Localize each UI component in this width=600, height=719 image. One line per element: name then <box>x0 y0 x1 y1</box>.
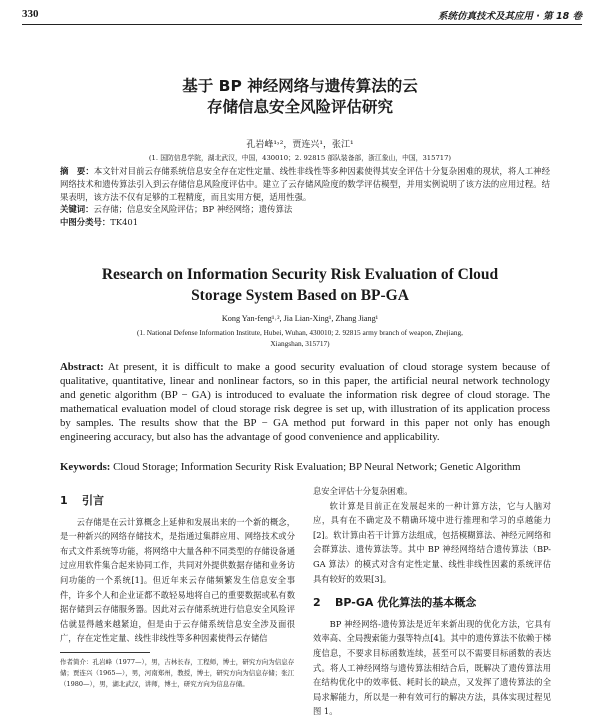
chinese-keywords-text: 云存储；信息安全风险评估；BP 神经网络；遗传算法 <box>93 204 293 215</box>
right-column <box>313 484 551 719</box>
english-abstract-text: At present, it is difficult to make a good security evaluation of cloud storage system because of qualitative, quantitative, linear and nonlinear factors, so in this paper, the artificial neural network technology and genetic algorithm (BP − GA) is introduced to evaluate the information risk degree of cloud storage. The mathematical evaluation model of cloud storage risk degree is set up, with illustration of its application process by samples. The results show that the BP − GA method put forward in this paper not only has enough engineering accuracy, but also has the advantage of good convenience and applicability. <box>60 361 550 444</box>
english-abstract-label: Abstract: <box>60 361 104 373</box>
english-keywords <box>60 460 555 474</box>
classification-text: TK401 <box>110 217 139 228</box>
chinese-affiliation: (1. 国防信息学院，湖北武汉，中国，430010；2. 92815 部队装备部，浙江象山，中国，315717) <box>148 154 452 162</box>
chinese-authors: 孔岩峰¹˒²，贾连兴¹，张江¹ <box>246 140 354 150</box>
section-2-title: BP-GA 优化算法的基本概念 <box>335 596 477 610</box>
classification-number <box>60 216 550 229</box>
chinese-keywords-label: 关键词： <box>60 204 94 215</box>
header-rule <box>22 24 582 25</box>
chinese-abstract-text: 本文针对目前云存储系统信息安全存在定性定量、线性非线性等多种因素使得其安全评估十分复杂困难的现状，将人工神经网络技术和遗传算法引入到云存储信息风险度评估中。建立了云存储风险度的数学评估模型，并用实例说明了该方法的应用过程。结果表明，该方法不仅有足够的工程精度，而且实用方便，适用性强。 <box>60 166 551 202</box>
author-footnote: 作者简介：孔岩峰（1977—），男，吉林长春，工程师，博士，研究方向为信息存储；贾连兴（1965—），男，河南郑州，教授，博士，研究方向为信息存储；张江（1980—），男，湖北武汉，讲师，博士，研究方向为信息存储。 <box>60 658 295 688</box>
journal-name: 系统仿真技术及其应用 · 第 18 卷 <box>437 11 582 22</box>
english-keywords-text: Cloud Storage; Information Security Risk Evaluation; BP Neural Network; Genetic Algorithm <box>110 461 521 473</box>
english-affiliation: (1. National Defense Information Institute, Hubei, Wuhan, 430010; 2. 92815 army branch of weapon, Zhejiang, Xiangshan, 315717) <box>136 328 464 348</box>
chinese-keywords <box>60 203 550 216</box>
bp-ga-paragraph: BP 神经网络-遗传算法是近年来新出现的优化方法，它具有效率高、全局搜索能力强等特点[4]。其中的遗传算法不依赖于梯度信息，不要求目标函数连续，甚至可以不需要目标函数的表达式。将人工神经网络与遗传算法相结合后，既解决了遗传算法用在结构优化中的效率低、耗时长的缺点，又发挥了遗传算法的全局求解能力，所以是一种有效可行的解决方法，具体实现过程见图 1。 <box>313 618 551 717</box>
section-1-title: 引言 <box>82 494 104 507</box>
english-title-line-2: Storage System Based on BP-GA <box>191 287 409 304</box>
running-head <box>22 8 582 24</box>
chinese-title-line-2: 存储信息安全风险评估研究 <box>206 98 393 116</box>
chinese-abstract-label: 摘 要： <box>60 166 94 176</box>
section-2-heading <box>313 596 551 611</box>
section-1-number: 1 <box>60 494 68 507</box>
english-keywords-label: Keywords: <box>60 461 111 473</box>
section-1-heading <box>60 494 295 509</box>
english-authors: Kong Yan-feng¹˒², Jia Lian-Xing¹, Zhang Jiang¹ <box>221 314 379 323</box>
right-column-continuation: 息安全评估十分复杂困难。 <box>313 486 413 496</box>
section-2-number: 2 <box>313 596 321 610</box>
page-number: 330 <box>22 8 39 20</box>
chinese-title <box>0 76 600 118</box>
classification-label: 中图分类号： <box>60 217 111 228</box>
introduction-paragraph: 云存储是在云计算概念上延伸和发展出来的一个新的概念，是一种新兴的网络存储技术，是指通过集群应用、网络技术或分布式文件系统等功能，将网络中大量各种不同类型的存储设备通过应用软件集合起来协同工作，共同对外提供数据存储和业务访问功能的一个系统[1]。但近年来云存储频繁发生信息安全事件，许多个人和企业证都不敢轻易地将自己的重要数据或私有数据存储到云存储服务器。因此对云存储系统进行信息安全风险评估就显得越来越紧迫，但是由于云存储系统信息安全涉及面很广，存在定性定量、线性非线性等多种因素使得云存储信 <box>60 516 295 644</box>
left-column <box>60 484 295 646</box>
english-title <box>0 264 600 306</box>
soft-computing-paragraph: 软计算是目前正在发展起来的一种计算方法，它与人脑对应，具有在不确定及不精确环境中进行推理和学习的卓越能力[2]。软计算由若干计算方法组成，包括模糊算法、神经元网络和会群算法、遗传算法等。其中 BP 神经网络结合遗传算法（BP-GA 算法）的模式对含有定性定量、线性非线性因素的系统评估具有较好的效果[3]。 <box>313 500 551 584</box>
footnote-rule <box>60 652 150 653</box>
chinese-abstract-block <box>60 165 550 229</box>
chinese-title-line-1: 基于 BP 神经网络与遗传算法的云 <box>182 77 418 95</box>
english-abstract <box>60 360 550 445</box>
chinese-abstract <box>60 165 550 203</box>
english-title-line-1: Research on Information Security Risk Evaluation of Cloud <box>101 266 499 283</box>
